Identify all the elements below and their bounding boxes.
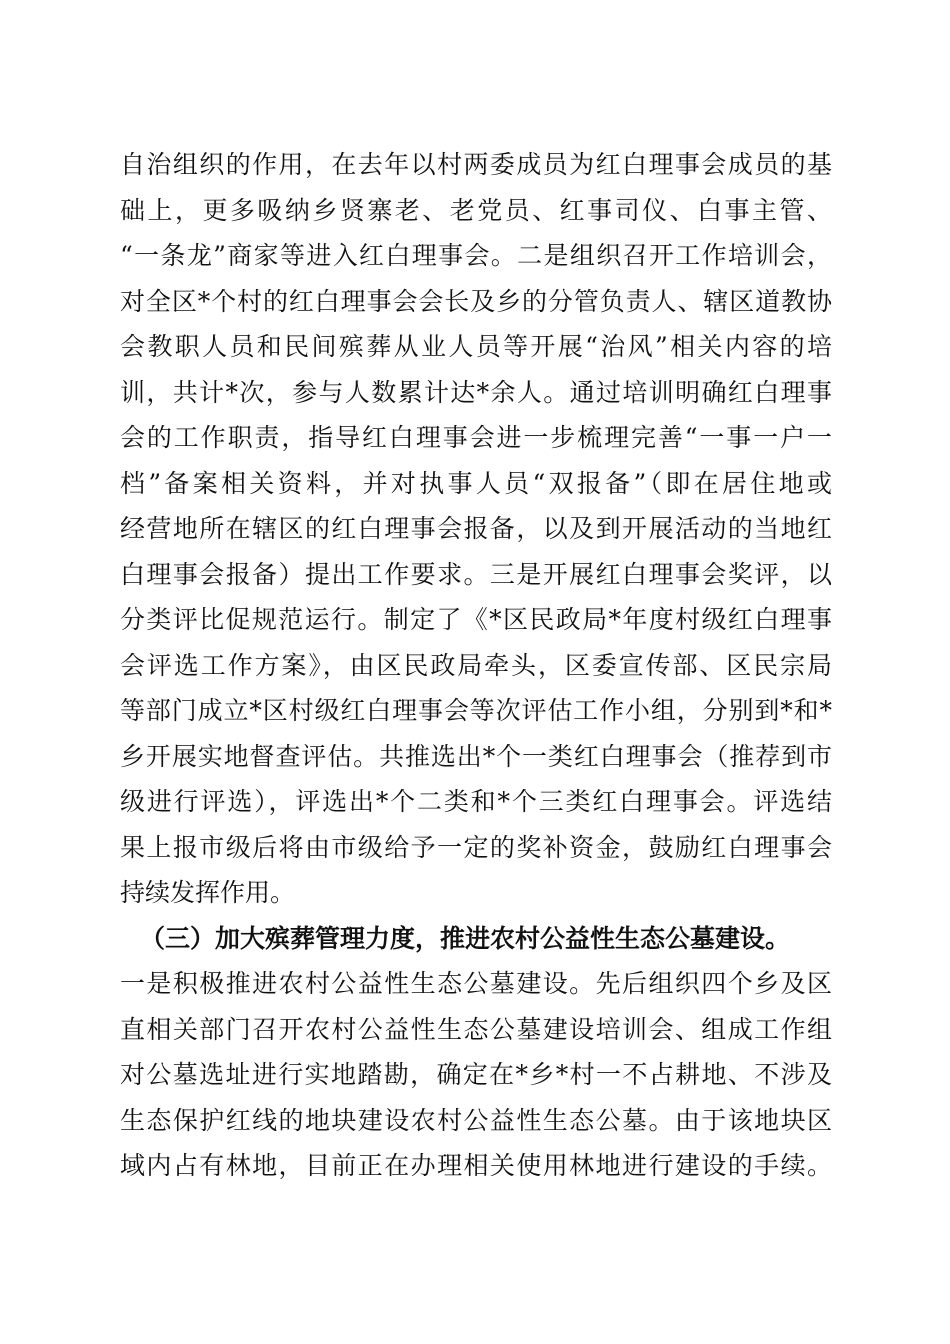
text-line: 果上报市级后将由市级给予一定的奖补资金，鼓励红白理事会 <box>120 832 832 862</box>
text-line: 分类评比促规范运行。制定了《*区民政局*年度村级红白理事 <box>120 605 832 634</box>
text-line: 会的工作职责，指导红白理事会进一步梳理完善“一事一户一 <box>120 423 832 452</box>
text-line: 乡开展实地督查评估。共推选出*个一类红白理事会（推荐到市 <box>120 741 832 771</box>
text-line: 域内占有林地，目前正在办理相关使用林地进行建设的手续。 <box>120 1151 832 1180</box>
text-line: 白理事会报备）提出工作要求。三是开展红白理事会奖评，以 <box>120 559 832 589</box>
text-line: 对全区*个村的红白理事会会长及乡的分管负责人、辖区道教协 <box>120 286 832 316</box>
text-line: 生态保护红线的地块建设农村公益性生态公墓。由于该地块区 <box>120 1105 832 1135</box>
text-line: 等部门成立*区村级红白理事会等次评估工作小组，分别到*和* <box>120 696 832 725</box>
text-line: 级进行评选），评选出*个二类和*个三类红白理事会。评选结 <box>120 787 832 816</box>
text-line: “一条龙”商家等进入红白理事会。二是组织召开工作培训会， <box>120 241 832 270</box>
text-line: 对公墓选址进行实地踏勘，确定在*乡*村一不占耕地、不涉及 <box>120 1060 832 1089</box>
text-line: 训，共计*次，参与人数累计达*余人。通过培训明确红白理事 <box>120 377 832 407</box>
text-line: 础上，更多吸纳乡贤寨老、老党员、红事司仪、白事主管、 <box>120 195 832 225</box>
section-heading: （三）加大殡葬管理力度，推进农村公益性生态公墓建设。 <box>140 923 791 953</box>
text-line: 经营地所在辖区的红白理事会报备，以及到开展活动的当地红 <box>120 514 832 543</box>
text-line: 会教职人员和民间殡葬从业人员等开展“治风”相关内容的培 <box>120 332 832 361</box>
text-line: 会评选工作方案》，由区民政局牵头，区委宣传部、区民宗局 <box>120 650 832 680</box>
text-line: 一是积极推进农村公益性生态公墓建设。先后组织四个乡及区 <box>120 969 832 998</box>
body-text <box>120 142 832 1189</box>
text-line: 档”备案相关资料，并对执事人员“双报备”（即在居住地或 <box>120 468 832 498</box>
text-line: 自治组织的作用，在去年以村两委成员为红白理事会成员的基 <box>120 150 832 179</box>
text-line: 直相关部门召开农村公益性生态公墓建设培训会、组成工作组 <box>120 1014 832 1044</box>
paragraph-end-line: 持续发挥作用。 <box>120 878 296 907</box>
